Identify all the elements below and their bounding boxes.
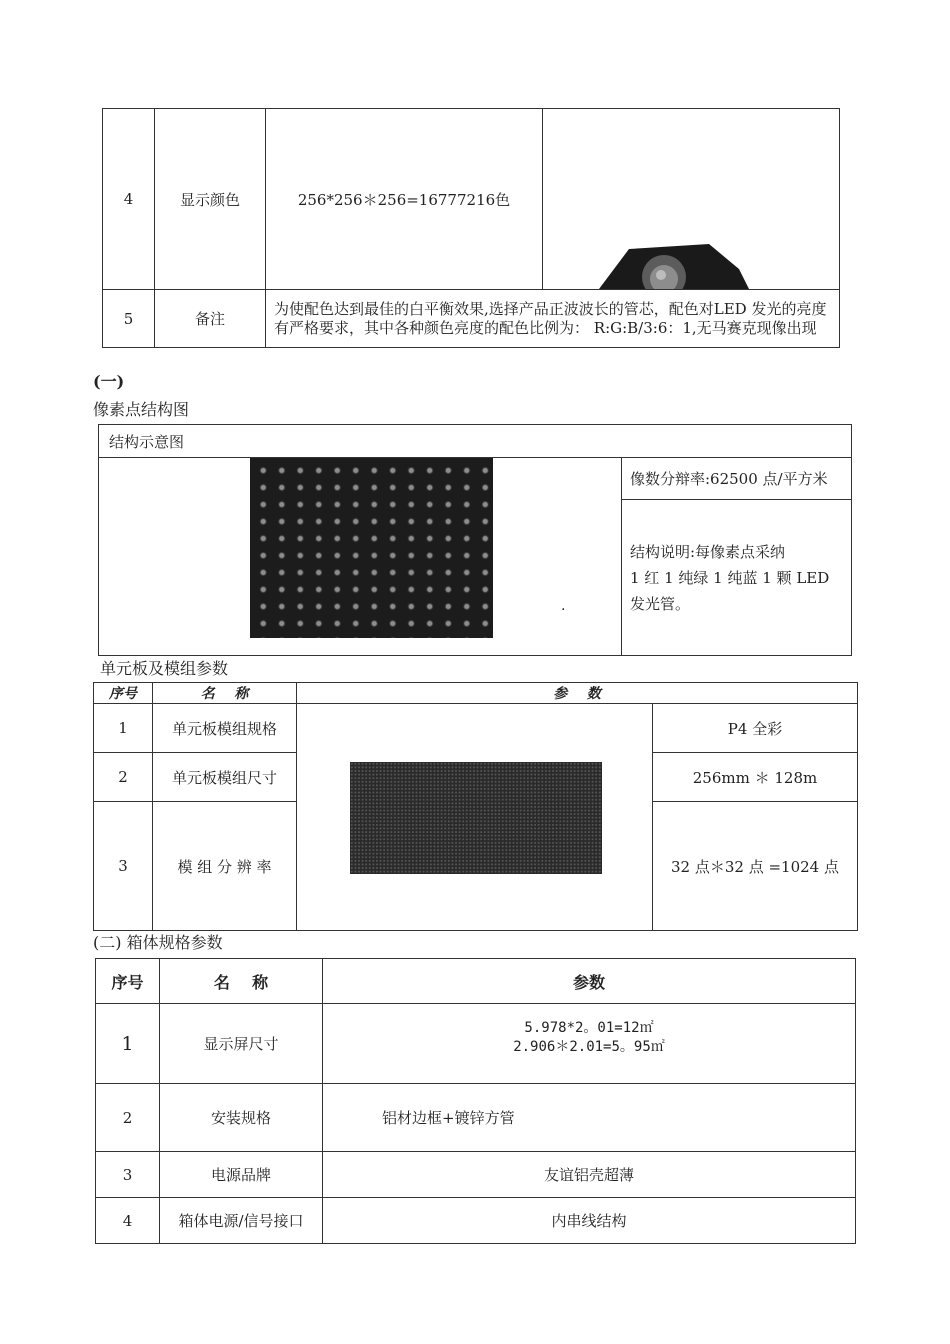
row-name: 模 组 分 辨 率 bbox=[153, 802, 297, 931]
remark-text: 为使配色达到最佳的白平衡效果,选择产品正波波长的管芯，配色对LED 发光的亮度有严格要求，其中各种颜色亮度的配色比例为： R:G:B/3:6：1,无马赛克现像出现 bbox=[266, 290, 840, 348]
row-value: P4 全彩 bbox=[653, 704, 858, 753]
led-chip-photo bbox=[543, 109, 840, 290]
dot-mark: . bbox=[561, 598, 566, 614]
desc-line: 1 红 1 纯绿 1 纯蓝 1 颗 LED bbox=[630, 568, 830, 587]
row-no: 1 bbox=[96, 1004, 160, 1084]
row-name: 备注 bbox=[155, 290, 266, 348]
row-no: 3 bbox=[96, 1152, 160, 1198]
header-params: 参 数 bbox=[297, 683, 858, 704]
row-value: 256*256＊256=16777216色 bbox=[266, 109, 543, 290]
row-no: 4 bbox=[103, 109, 155, 290]
module-photo-cell bbox=[297, 704, 653, 931]
row-name: 显示颜色 bbox=[155, 109, 266, 290]
row-value: 256mm ＊ 128m bbox=[653, 753, 858, 802]
header-name: 名 称 bbox=[153, 683, 297, 704]
section-heading-2: (二) 箱体规格参数 bbox=[93, 933, 223, 952]
value-line: 5.978*2。01=12㎡ bbox=[524, 1019, 654, 1036]
desc-line: 结构说明:每像素点采纳 bbox=[630, 542, 786, 561]
row-name: 电源品牌 bbox=[160, 1152, 323, 1198]
structure-title: 结构示意图 bbox=[99, 425, 852, 458]
pixel-density: 像数分辩率:62500 点/平方米 bbox=[622, 458, 852, 500]
row-value: 内串线结构 bbox=[323, 1198, 856, 1244]
row-name: 安装规格 bbox=[160, 1084, 323, 1152]
row-value: 友谊铝壳超薄 bbox=[323, 1152, 856, 1198]
row-value bbox=[323, 1004, 856, 1084]
header-no: 序号 bbox=[94, 683, 153, 704]
row-name: 箱体电源/信号接口 bbox=[160, 1198, 323, 1244]
pixel-structure-heading: 像素点结构图 bbox=[93, 400, 190, 419]
row-no: 4 bbox=[96, 1198, 160, 1244]
row-value: 铝材边框+镀锌方管 bbox=[323, 1084, 856, 1152]
pixel-structure-table bbox=[98, 424, 852, 656]
header-params: 参数 bbox=[323, 959, 856, 1004]
desc-line: 发光管。 bbox=[630, 594, 691, 613]
row-no: 3 bbox=[94, 802, 153, 931]
unit-board-heading: 单元板及模组参数 bbox=[100, 659, 229, 678]
value-line: 2.906＊2.01=5。95㎡ bbox=[513, 1038, 665, 1055]
row-no: 5 bbox=[103, 290, 155, 348]
pixel-photo-cell bbox=[99, 458, 622, 656]
header-name: 名 称 bbox=[160, 959, 323, 1004]
row-value: 32 点＊32 点 =1024 点 bbox=[653, 802, 858, 931]
unit-board-table bbox=[93, 682, 858, 931]
row-name: 单元板模组尺寸 bbox=[153, 753, 297, 802]
structure-description bbox=[622, 500, 852, 656]
led-chip-image bbox=[589, 239, 759, 289]
module-photo bbox=[350, 762, 602, 874]
header-no: 序号 bbox=[96, 959, 160, 1004]
row-name: 显示屏尺寸 bbox=[160, 1004, 323, 1084]
cabinet-spec-table bbox=[95, 958, 856, 1244]
row-name: 单元板模组规格 bbox=[153, 704, 297, 753]
section-heading-1: (一) bbox=[93, 372, 125, 391]
row-no: 2 bbox=[94, 753, 153, 802]
row-no: 2 bbox=[96, 1084, 160, 1152]
color-spec-table bbox=[102, 108, 840, 348]
row-no: 1 bbox=[94, 704, 153, 753]
pixel-photo bbox=[250, 458, 493, 638]
